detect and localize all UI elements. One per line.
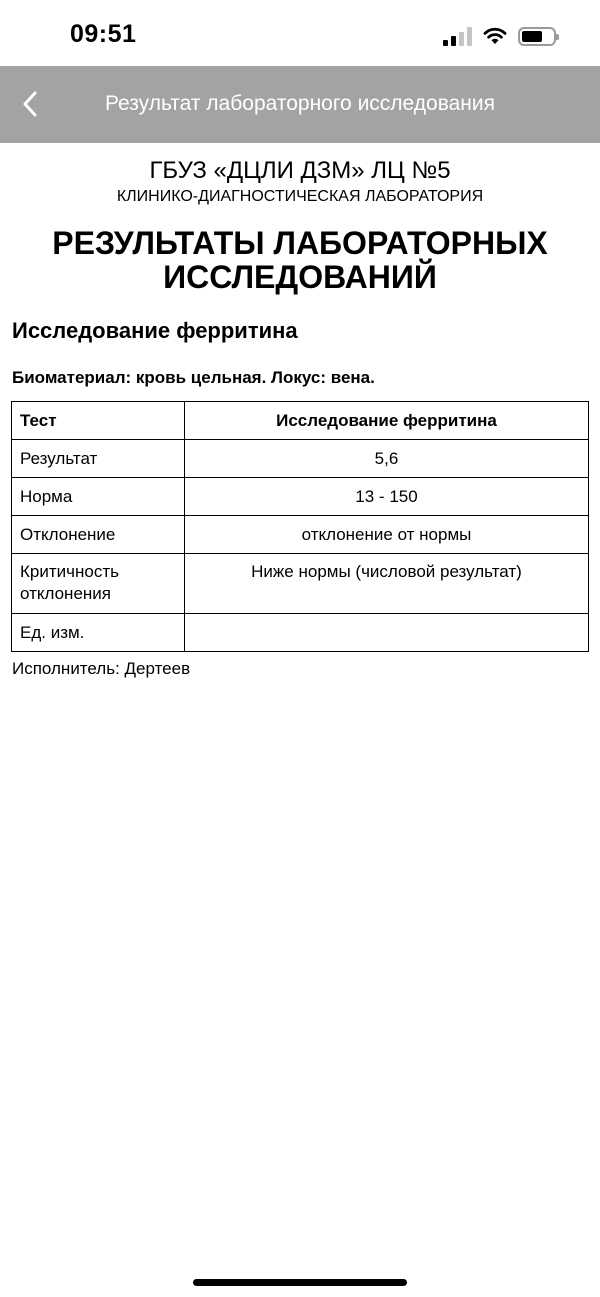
home-indicator[interactable] [193, 1279, 407, 1286]
nav-title: Результат лабораторного исследования [104, 92, 496, 115]
table-header-label: Тест [12, 402, 185, 440]
page-title: РЕЗУЛЬТАТЫ ЛАБОРАТОРНЫХ ИССЛЕДОВАНИЙ [52, 225, 548, 295]
table-header-value: Исследование ферритина [185, 402, 589, 440]
report-content [0, 143, 600, 678]
row-value: 13 - 150 [185, 478, 589, 516]
table-row [12, 614, 589, 652]
status-bar [0, 0, 600, 66]
row-value: отклонение от нормы [185, 516, 589, 554]
row-label: Результат [12, 440, 185, 478]
table-row [12, 516, 589, 554]
study-title: Исследование ферритина [12, 318, 298, 343]
lab-name: КЛИНИКО-ДИАГНОСТИЧЕСКАЯ ЛАБОРАТОРИЯ [116, 188, 484, 205]
table-row [12, 554, 589, 614]
table-header-row [12, 402, 589, 440]
row-value [185, 614, 589, 652]
table-row [12, 440, 589, 478]
executor-text: Исполнитель: Дертеев [12, 659, 191, 678]
row-value: Ниже нормы (числовой результат) [185, 554, 589, 614]
org-name: ГБУЗ «ДЦЛИ ДЗМ» ЛЦ №5 [149, 157, 451, 184]
results-table [11, 401, 589, 652]
row-label: Ед. изм. [12, 614, 185, 652]
biomaterial-text: Биоматериал: кровь цельная. Локус: вена. [12, 368, 375, 387]
row-label: Критичность отклонения [12, 554, 185, 614]
wifi-icon [482, 26, 508, 46]
status-icons [443, 24, 556, 48]
status-time: 09:51 [70, 20, 137, 48]
row-label: Отклонение [12, 516, 185, 554]
nav-bar [0, 66, 600, 143]
battery-icon [518, 27, 556, 46]
row-label: Норма [12, 478, 185, 516]
table-row [12, 478, 589, 516]
row-value: 5,6 [185, 440, 589, 478]
cellular-signal-icon [443, 26, 472, 46]
